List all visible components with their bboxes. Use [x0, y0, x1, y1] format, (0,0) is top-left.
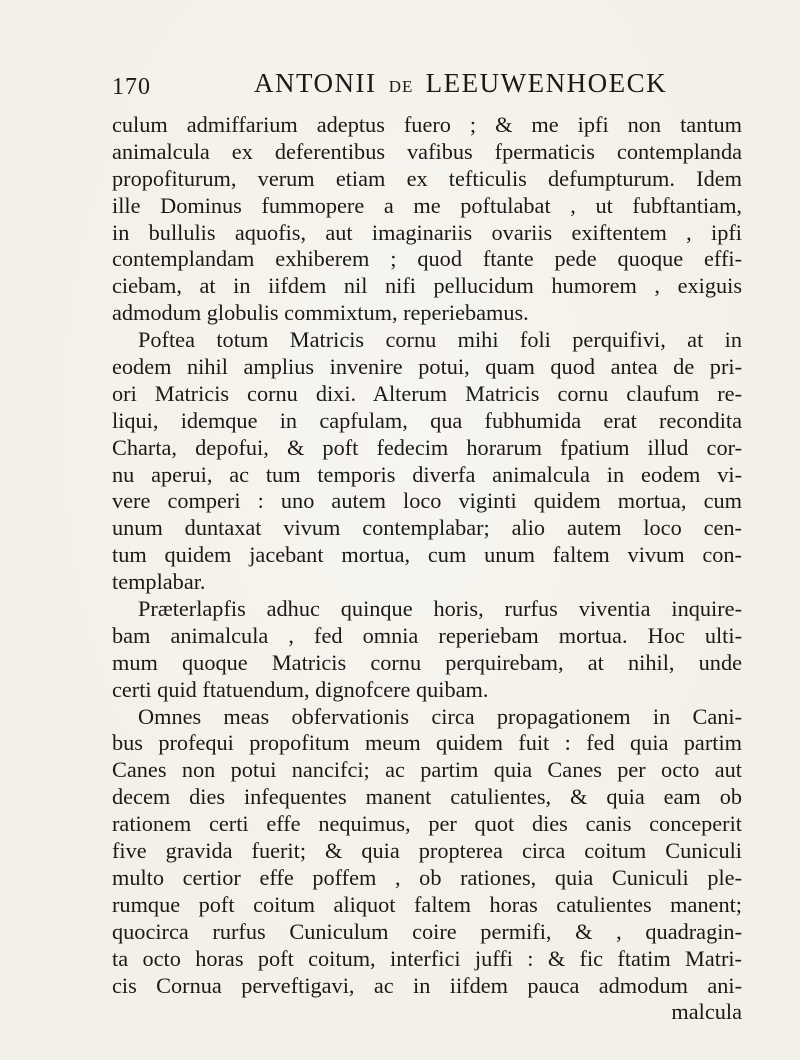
- text-line: tum quidem jacebant mortua, cum unum faltem vivum con-: [112, 542, 742, 568]
- running-head: [254, 68, 667, 99]
- text-line: culum admiffarium adeptus fuero ; & me ipfi non tantum: [112, 112, 742, 137]
- text-line: liqui, idemque in capfulam, qua fubhumida erat recondita: [112, 407, 742, 433]
- text-line: templabar.: [112, 569, 206, 595]
- text-line: Omnes meas obfervationis circa propagationem in Cani-: [138, 703, 742, 729]
- text-line: vere comperi : uno autem loco viginti quidem mortua, cum: [112, 488, 742, 514]
- text-line: admodum globulis commixtum, reperiebamus.: [112, 300, 529, 326]
- text-line: ille Dominus fummopere a me poftulabat , ut fubftantiam,: [112, 192, 742, 218]
- text-line: animalcula ex deferentibus vafibus fpermaticis contemplanda: [112, 138, 742, 164]
- text-line: quocirca rurfus Cuniculum coire permifi, & , quadragin-: [112, 918, 742, 944]
- text-line: eodem nihil amplius invenire potui, quam quod antea de pri-: [112, 354, 742, 380]
- text-line: ta octo horas poft coitum, interfici juffi : & fic ftatim Matri-: [112, 945, 742, 971]
- text-line: Canes non potui nancifci; ac partim quia Canes per octo aut: [112, 757, 742, 783]
- text-line: bam animalcula , fed omnia reperiebam mortua. Hoc ulti-: [112, 622, 742, 648]
- text-line: ori Matricis cornu dixi. Alterum Matricis cornu claufum re-: [112, 380, 742, 406]
- text-line: decem dies infequentes manent catulientes, & quia eam ob: [112, 784, 742, 810]
- text-line: rumque poft coitum aliquot faltem horas catulientes manent;: [112, 891, 742, 917]
- text-line: Præterlapfis adhuc quinque horis, rurfus viventia inquire-: [138, 596, 742, 622]
- text-line: propofiturum, verum etiam ex tefticulis defumpturum. Idem: [112, 165, 742, 191]
- body-text: [112, 112, 742, 1026]
- text-line: ciebam, at in iifdem nil nifi pellucidum humorem , exiguis: [112, 273, 742, 299]
- text-line: unum duntaxat vivum contemplabar; alio autem loco cen-: [112, 515, 742, 541]
- text-line: five gravida fuerit; & quia propterea circa coitum Cuniculi: [112, 838, 742, 864]
- page-number: 170: [112, 74, 151, 100]
- running-head-surname: LEEUWENHOECK: [425, 68, 668, 98]
- text-line: Poftea totum Matricis cornu mihi foli perquifivi, at in: [138, 327, 742, 353]
- text-line: nu aperui, ac tum temporis diverfa animalcula in eodem vi-: [112, 461, 742, 487]
- text-line: in bullulis aquofis, aut imaginariis ovariis exiftentem , ipfi: [112, 219, 742, 245]
- text-line: mum quoque Matricis cornu perquirebam, at nihil, unde: [112, 649, 742, 675]
- page-header: [112, 62, 732, 106]
- text-line: Charta, depofui, & poft fedecim horarum fpatium illud cor-: [112, 434, 742, 460]
- running-head-author: ANTONII: [254, 68, 377, 98]
- text-line: cis Cornua perveftigavi, ac in iifdem pauca admodum ani-: [112, 972, 742, 998]
- text-line: malcula: [671, 999, 742, 1025]
- text-line: multo certior effe poffem , ob rationes, quia Cuniculi ple-: [112, 864, 742, 890]
- text-line: rationem certi effe nequimus, per quot dies canis conceperit: [112, 811, 742, 837]
- text-line: contemplandam exhiberem ; quod ftante pede quoque effi-: [112, 246, 742, 272]
- running-head-de: DE: [388, 77, 414, 96]
- text-line: certi quid ftatuendum, dignofcere quibam.: [112, 676, 489, 702]
- text-line: bus profequi propofitum meum quidem fuit : fed quia partim: [112, 730, 742, 756]
